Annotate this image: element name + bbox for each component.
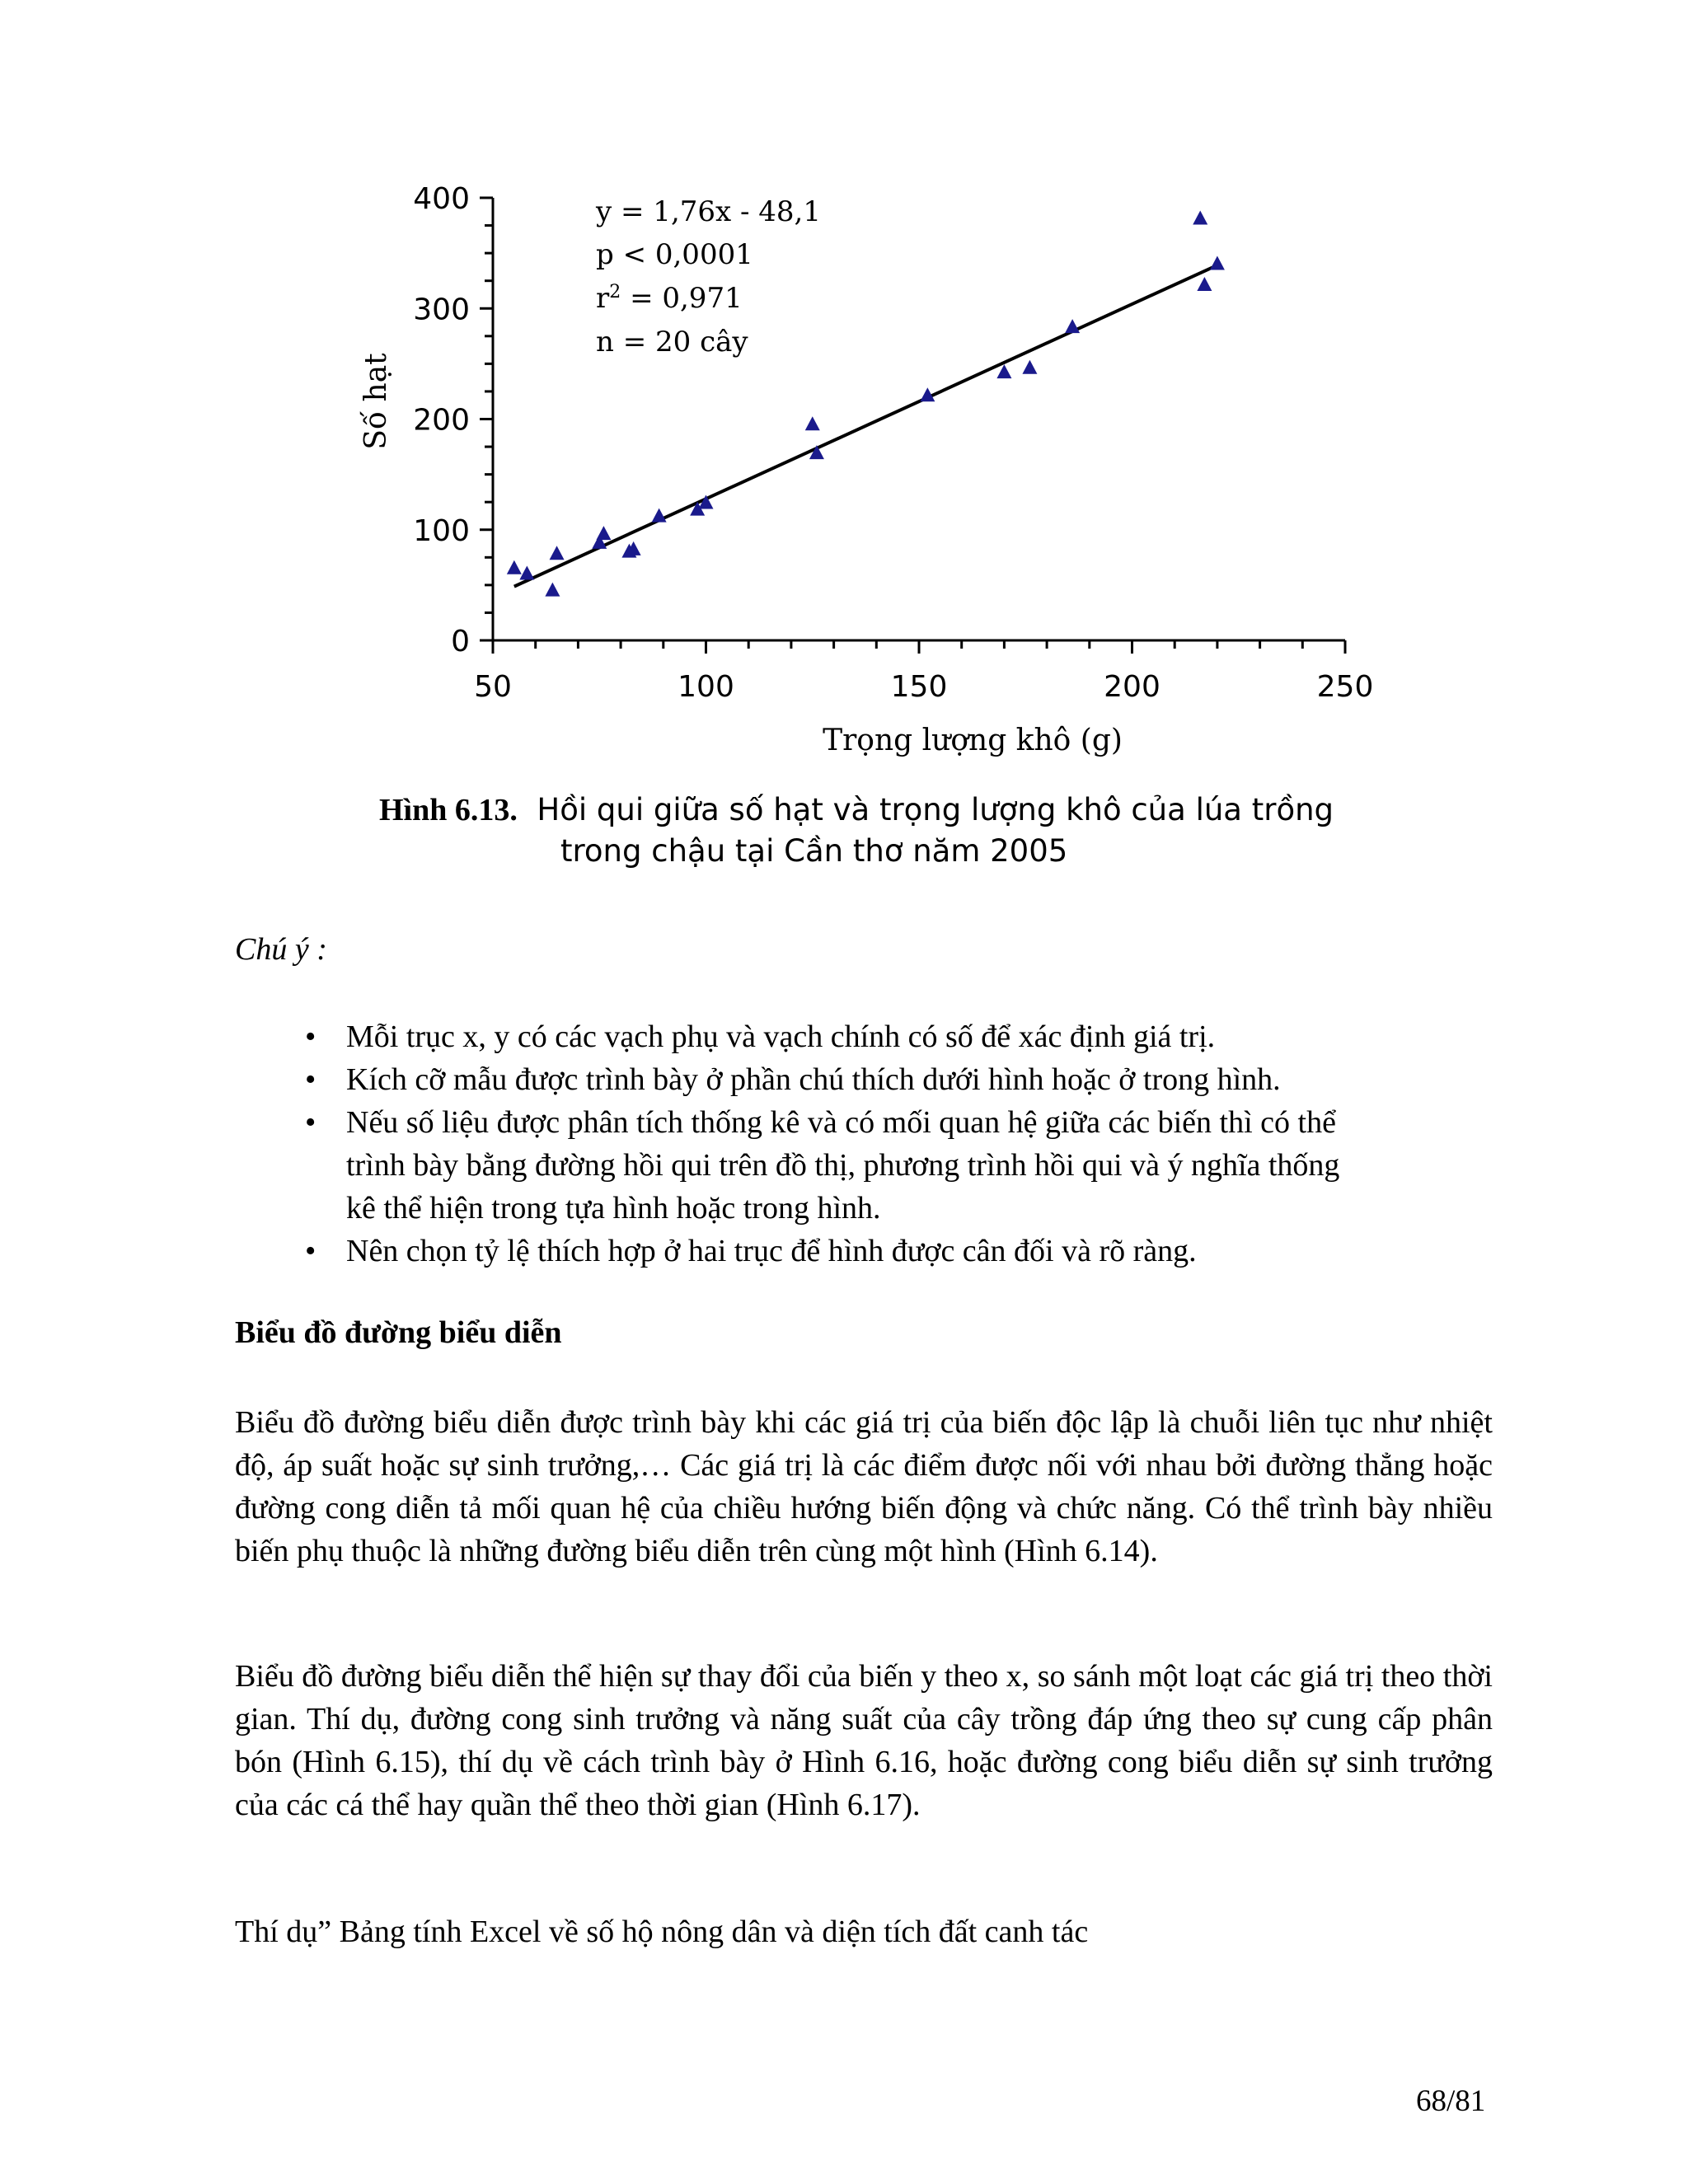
- y-tick-label: 0: [451, 625, 470, 658]
- bullet-text-line: Kích cỡ mẫu được trình bày ở phần chú thích dưới hình hoặc ở trong hình.: [346, 1062, 1281, 1097]
- note-title: Chú ý :: [235, 932, 327, 967]
- x-tick-label: 100: [678, 670, 734, 704]
- paragraph: Biểu đồ đường biểu diễn thể hiện sự thay đổi của biến y theo x, so sánh một loạt các giá trị theo thời gian. Thí dụ, đường cong sinh trưởng và năng suất của cây trồng đáp ứng theo sự cung cấp phân bón (Hình 6.15), thí dụ về cách trình bày ở Hình 6.16, hoặc đường cong biểu diễn sự sinh trưởng của các cá thể hay quần thể theo thời gian (Hình 6.17).: [235, 1659, 1493, 1822]
- data-point-triangle: [550, 546, 565, 560]
- data-point-triangle: [1193, 211, 1207, 225]
- x-tick-label: 250: [1316, 670, 1374, 704]
- chart-ticks: [413, 182, 1373, 704]
- bullet-text-line: Mỗi trục x, y có các vạch phụ và vạch chính có số để xác định giá trị.: [346, 1019, 1216, 1054]
- data-point-triangle: [805, 416, 820, 430]
- page-number: 68/81: [1416, 2084, 1486, 2118]
- section-heading: Biểu đồ đường biểu diễn: [235, 1315, 562, 1350]
- chart-annotation: p < 0,0001: [596, 238, 753, 271]
- bullet-item: [305, 1101, 1500, 1230]
- bullet-text-line: trình bày bằng đường hồi qui trên đồ thị, phương trình hồi qui và ý nghĩa thống: [346, 1148, 1340, 1183]
- bullet-dot-icon: •: [305, 1019, 316, 1054]
- data-point-triangle: [507, 560, 522, 574]
- paragraph: Biểu đồ đường biểu diễn được trình bày khi các giá trị của biến độc lập là chuỗi liên tục như nhiệt độ, áp suất hoặc sự sinh trưởng,… Các giá trị là các điểm được nối với nhau bởi đường thẳng hoặc đường cong diễn tả mối quan hệ của chiều hướng biến động và chức năng. Có thể trình bày nhiều biến phụ thuộc là những đường biểu diễn trên cùng một hình (Hình 6.14).: [235, 1405, 1493, 1568]
- data-point-triangle: [545, 583, 560, 597]
- regression-line: [514, 265, 1217, 587]
- data-point-triangle: [1197, 277, 1212, 291]
- data-point-triangle: [1065, 319, 1080, 333]
- chart-annotation: y = 1,76x - 48,1: [596, 195, 821, 228]
- y-tick-label: 300: [413, 293, 470, 327]
- bullet-dot-icon: •: [305, 1105, 316, 1140]
- bullet-item: [305, 1230, 1500, 1272]
- data-point-triangle: [596, 526, 611, 540]
- y-tick-label: 100: [413, 513, 470, 548]
- chart-annotation: n = 20 cây: [596, 326, 748, 359]
- figure-number: Hình 6.13.: [379, 793, 518, 827]
- scatter-chart: [0, 0, 1688, 791]
- bullet-item: [305, 1015, 1500, 1058]
- x-tick-label: 200: [1104, 670, 1160, 704]
- y-tick-label: 200: [413, 403, 470, 438]
- figure-caption: [379, 790, 1409, 872]
- chart-annotation: $r^2 = 0,971$: [596, 281, 743, 315]
- bullet-text-line: Nên chọn tỷ lệ thích hợp ở hai trục để hình được cân đối và rõ ràng.: [346, 1234, 1197, 1268]
- data-point-triangle: [1022, 360, 1037, 374]
- caption-line-1: Hồi qui giữa số hạt và trọng lượng khô của lúa trồng: [537, 792, 1334, 827]
- y-tick-label: 400: [413, 182, 470, 216]
- x-tick-label: 150: [890, 670, 948, 704]
- x-tick-label: 50: [474, 670, 512, 704]
- bullet-dot-icon: •: [305, 1234, 316, 1268]
- bullet-text-line: kê thể hiện trong tựa hình hoặc trong hình.: [346, 1191, 881, 1226]
- data-point-triangle: [519, 565, 534, 579]
- caption-line-2: trong chậu tại Cần thơ năm 2005: [560, 833, 1068, 869]
- data-point-triangle: [652, 509, 667, 523]
- bullet-dot-icon: •: [305, 1062, 316, 1097]
- paragraph: Thí dụ” Bảng tính Excel về số hộ nông dân và diện tích đất canh tác: [235, 1915, 1089, 1949]
- bullet-item: [305, 1058, 1500, 1101]
- chart-annotations: [595, 195, 821, 359]
- note-bullet-list: [305, 1015, 1500, 1272]
- data-point-triangle: [1210, 256, 1225, 270]
- x-axis-label: Trọng lượng khô (g): [823, 724, 1123, 757]
- y-axis-label: Số hạt: [359, 353, 393, 450]
- bullet-text-line: Nếu số liệu được phân tích thống kê và có mối quan hệ giữa các biến thì có thể: [346, 1105, 1336, 1140]
